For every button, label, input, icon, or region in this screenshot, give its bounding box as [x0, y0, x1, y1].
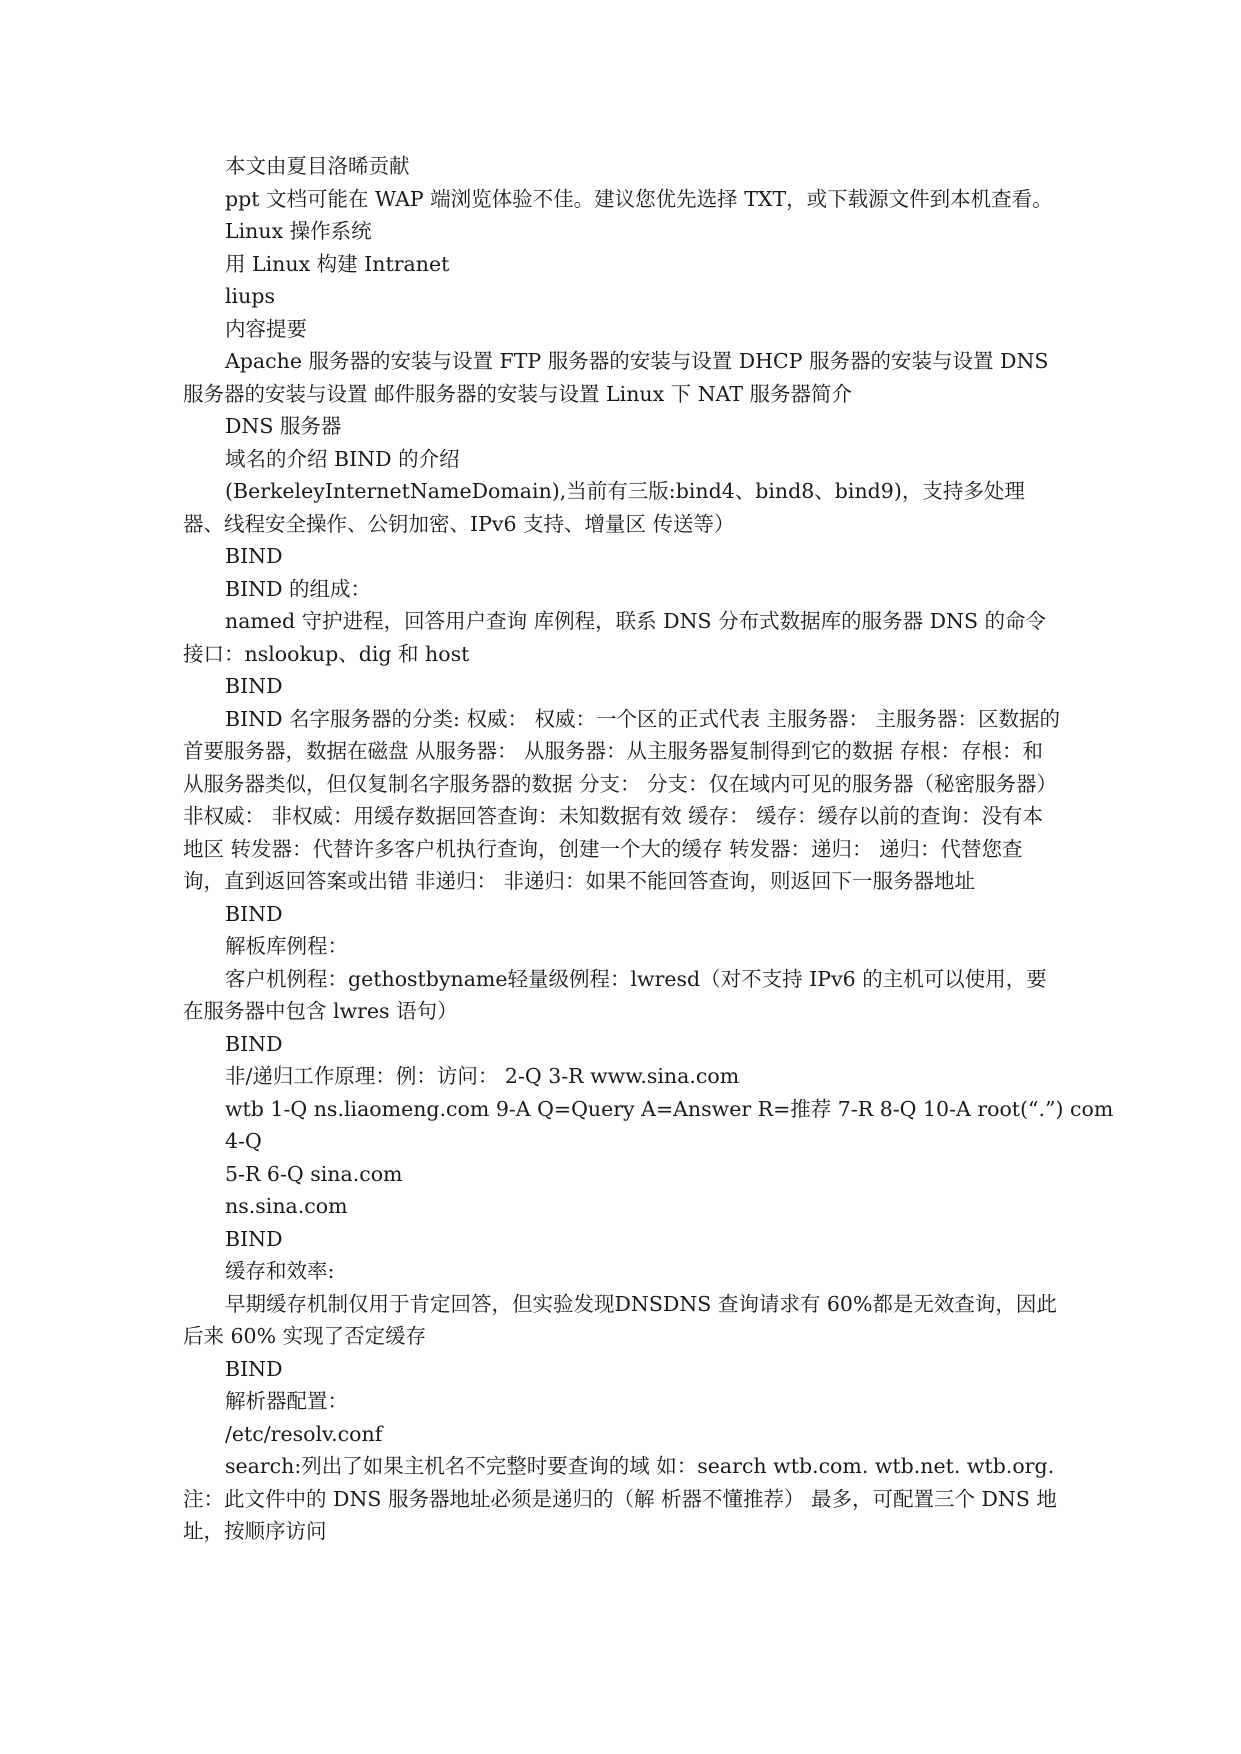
section-heading: 内容提要 — [225, 316, 307, 341]
slide-heading: BIND — [225, 674, 283, 698]
paragraph: BIND 的组成： — [225, 576, 372, 601]
paragraph: BIND 名字服务器的分类: 权威： 权威：一个区的正式代表 主服务器： 主服务器：区数据的首要服务器，数据在磁盘 从服务器： 从服务器：从主服务器复制得到它的数据 存根：存根：和从服务器类似，但仅复制名字服务器的数据 分支： 分支：仅在域内可见的服务器（秘密服务器） 非权威： 非权威：用缓存数据回答查询：未知数据有效 缓存： 缓存：缓存以前的查询：没有本地区 转发器：代替许多客户机执行查询，创建一个大的缓存 转发器：递归： 递归：代替您查询，直到返回答案或出错 非递归： 非递归：如果不能回答查询，则返回下一服务器地址 — [183, 706, 1061, 893]
course-title: Linux 操作系统 — [225, 219, 372, 243]
paragraph: /etc/resolv.conf — [225, 1421, 383, 1446]
slide-heading: BIND — [225, 901, 283, 926]
paragraph: 4-Q — [225, 1129, 262, 1153]
view-notice: ppt 文档可能在 WAP 端浏览体验不佳。建议您优先选择 TXT，或下载源文件到本机查看。 — [225, 186, 1053, 211]
section-heading: DNS 服务器 — [225, 414, 342, 438]
paragraph: (BerkeleyInternetNameDomain),当前有三版:bind4、bind8、bind9)，支持多处理器、线程安全操作、公钥加密、IPv6 支持、增量区 传送等） — [183, 479, 1025, 536]
document-body — [183, 150, 1114, 1548]
paragraph: 解板库例程： — [225, 934, 348, 958]
paragraph: 客户机例程：gethostbyname轻量级例程：lwresd（对不支持 IPv6 的主机可以使用，要在服务器中包含 lwres 语句） — [183, 966, 1047, 1023]
paragraph: search:列出了如果主机名不完整时要查询的域 如：search wtb.com. wtb.net. wtb.org. 注：此文件中的 DNS 服务器地址必须是递归的（解 析器不懂推荐） 最多，可配置三个 DNS 地址，按顺序访问 — [183, 1454, 1057, 1543]
slide-heading: BIND — [225, 544, 283, 568]
author-line: liups — [225, 284, 275, 308]
paragraph: 缓存和效率: — [225, 1259, 335, 1283]
paragraph: 5-R 6-Q sina.com — [225, 1161, 403, 1186]
paragraph: 域名的介绍 BIND 的介绍 — [225, 446, 460, 471]
contributor-line: 本文由夏目洛晞贡献 — [225, 154, 410, 178]
paragraph: Apache 服务器的安装与设置 FTP 服务器的安装与设置 DHCP 服务器的安装与设置 DNS 服务器的安装与设置 邮件服务器的安装与设置 Linux 下 NAT 服务器简介 — [183, 349, 1049, 406]
paragraph: wtb 1-Q ns.liaomeng.com 9-A Q=Query A=Answer R=推荐 7-R 8-Q 10-A root(“.”) com — [225, 1096, 1114, 1121]
paragraph: ns.sina.com — [225, 1194, 348, 1218]
paragraph: named 守护进程，回答用户查询 库例程，联系 DNS 分布式数据库的服务器 DNS 的命令接口：nslookup、dig 和 host — [183, 609, 1047, 666]
slide-heading: BIND — [225, 1356, 283, 1381]
paragraph: 非/递归工作原理：例：访问： 2-Q 3-R www.sina.com — [225, 1064, 740, 1088]
chapter-title: 用 Linux 构建 Intranet — [225, 251, 450, 276]
paragraph: 早期缓存机制仅用于肯定回答，但实验发现DNSDNS 查询请求有 60%都是无效查询，因此后来 60% 实现了否定缓存 — [183, 1291, 1057, 1348]
paragraph: 解析器配置： — [225, 1389, 348, 1413]
slide-heading: BIND — [225, 1031, 283, 1056]
slide-heading: BIND — [225, 1226, 283, 1251]
